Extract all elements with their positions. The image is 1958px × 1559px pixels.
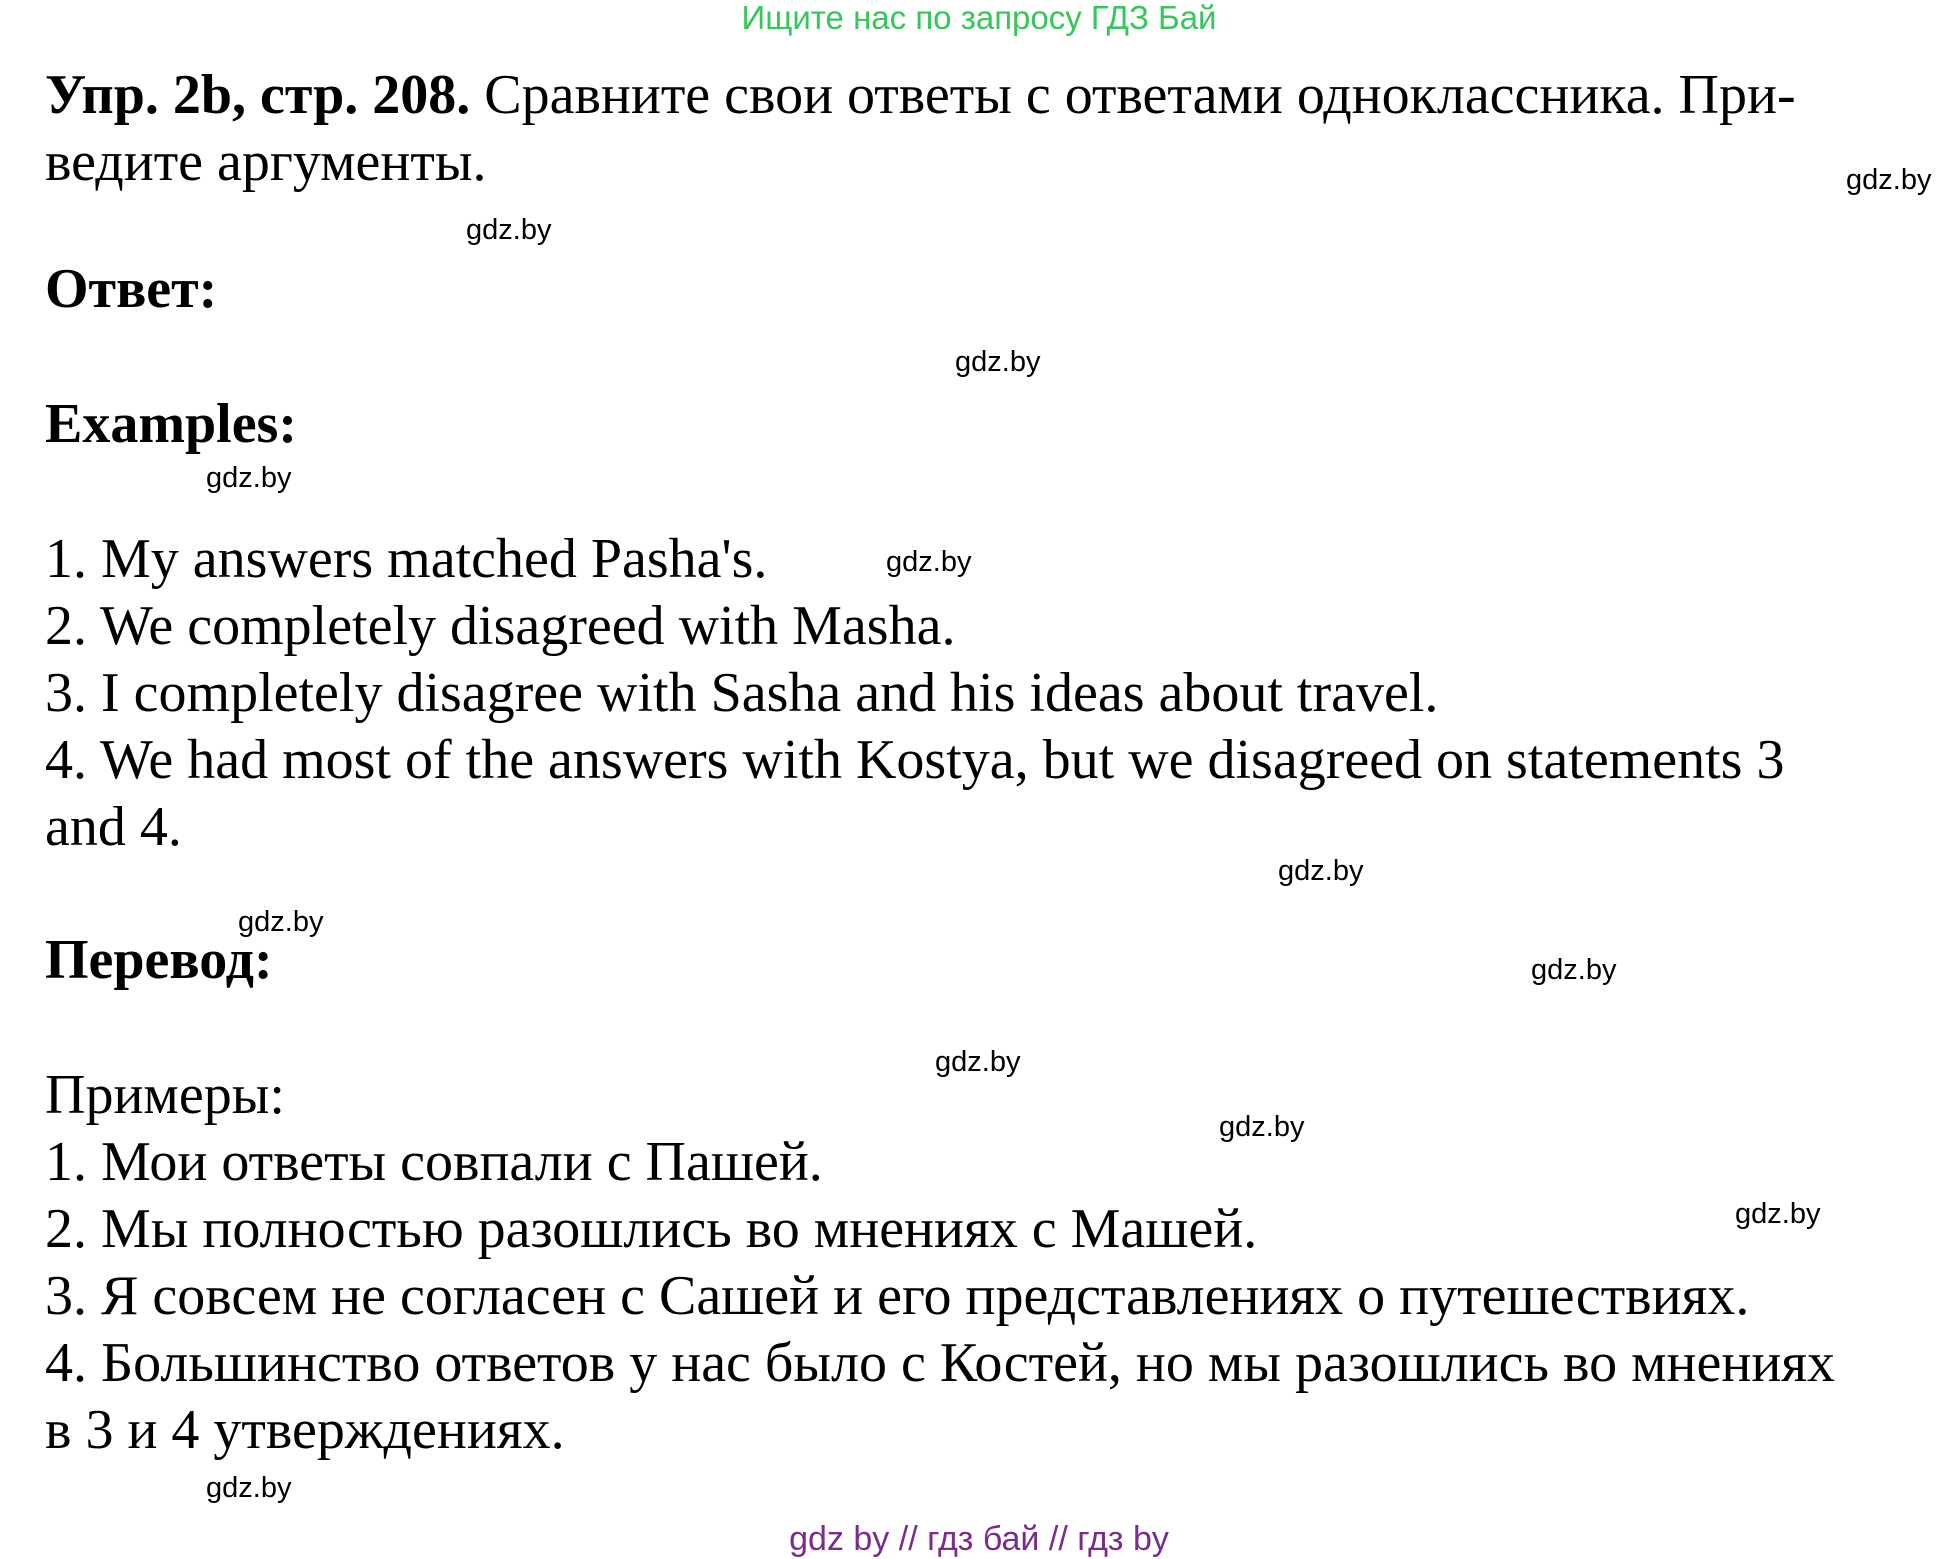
task-text: Сравните свои ответы с ответами одноклассника. При-: [470, 64, 1796, 126]
top-banner: Ищите нас по запросу ГДЗ Бай: [741, 0, 1217, 36]
watermark: gdz.by: [886, 546, 972, 578]
watermark: gdz.by: [935, 1046, 1021, 1078]
task-reference: Упр. 2b, стр. 208.: [45, 64, 471, 126]
example-line: 3. I completely disagree with Sasha and his ideas about travel.: [45, 662, 1439, 724]
footer-links: gdz by // гдз бай // гдз by: [789, 1520, 1169, 1558]
example-line: 4. We had most of the answers with Kostya, but we disagreed on statements 3: [45, 729, 1785, 791]
translation-line: 2. Мы полностью разошлись во мнениях с Машей.: [45, 1198, 1258, 1260]
watermark: gdz.by: [1531, 954, 1617, 986]
watermark: gdz.by: [1846, 164, 1932, 196]
example-line: 1. My answers matched Pasha's.: [45, 528, 768, 590]
examples-heading: Examples:: [45, 393, 297, 455]
watermark: gdz.by: [466, 214, 552, 246]
translation-line: 4. Большинство ответов у нас было с Костей, но мы разошлись во мнениях: [45, 1332, 1836, 1394]
task-line-2: ведите аргументы.: [45, 131, 487, 193]
example-line: and 4.: [45, 796, 182, 858]
watermark: gdz.by: [1735, 1198, 1821, 1230]
task-line-1: [45, 62, 1925, 129]
answer-heading: Ответ:: [45, 258, 218, 320]
translation-intro: Примеры:: [45, 1064, 285, 1126]
translation-line: 3. Я совсем не согласен с Сашей и его представлениях о путешествиях.: [45, 1265, 1750, 1327]
watermark: gdz.by: [1278, 855, 1364, 887]
watermark: gdz.by: [955, 346, 1041, 378]
watermark: gdz.by: [206, 462, 292, 494]
translation-heading: Перевод:: [45, 929, 273, 991]
task-statement: [45, 62, 1925, 196]
watermark: gdz.by: [238, 906, 324, 938]
translation-line: в 3 и 4 утверждениях.: [45, 1399, 565, 1461]
watermark: gdz.by: [1219, 1111, 1305, 1143]
translation-line: 1. Мои ответы совпали с Пашей.: [45, 1131, 823, 1193]
example-line: 2. We completely disagreed with Masha.: [45, 595, 956, 657]
watermark: gdz.by: [206, 1472, 292, 1504]
